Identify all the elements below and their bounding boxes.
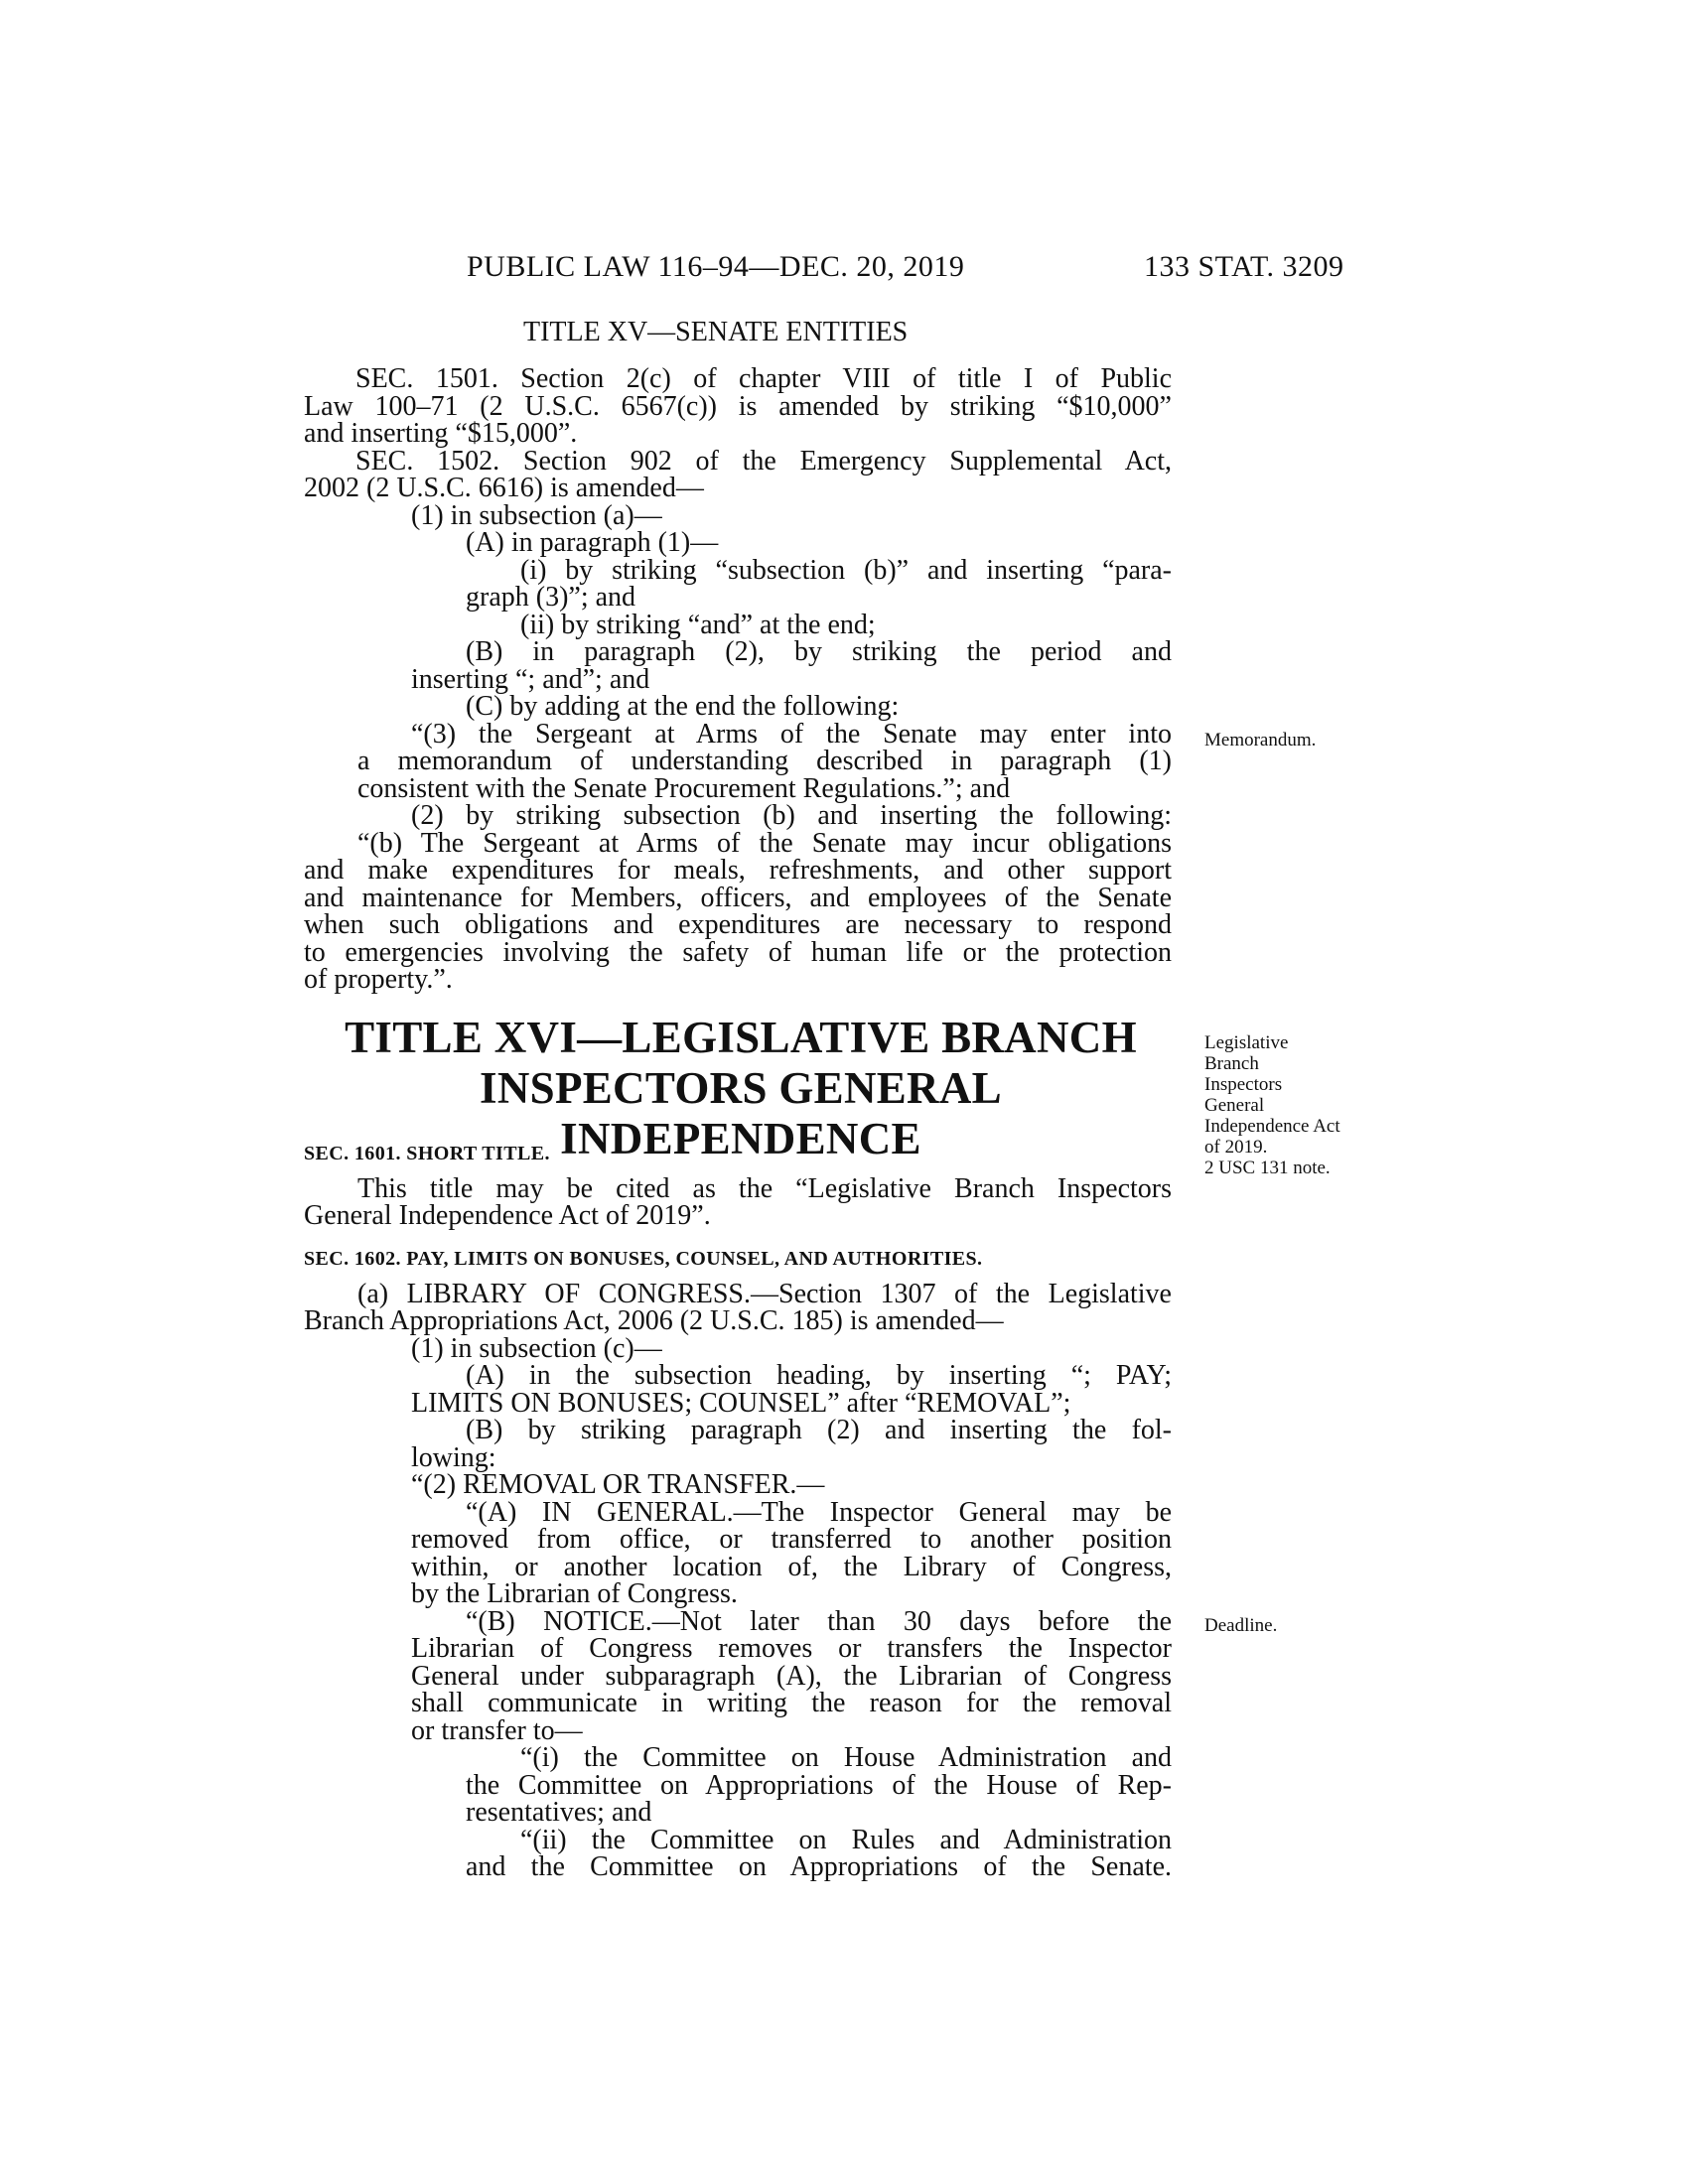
sec1602-line: LIMITS ON BONUSES; COUNSEL” after “REMOVAL”; <box>411 1388 1071 1419</box>
title-xvi-heading-line1: TITLE XVI—LEGISLATIVE BRANCH <box>345 1013 1137 1062</box>
sec1601-line: General Independence Act of 2019”. <box>304 1200 711 1231</box>
sec1502-line: and maintenance for Members, officers, and employees of the Senate <box>304 883 1172 913</box>
sec1502-line: (B) in paragraph (2), by striking the period and <box>466 636 1172 667</box>
sec1602-line: “(B) NOTICE.—Not later than 30 days before the <box>466 1606 1172 1637</box>
sec1501-line: and inserting “$15,000”. <box>304 418 578 449</box>
sec1602-heading: SEC. 1602. PAY, LIMITS ON BONUSES, COUNSEL, AND AUTHORITIES. <box>304 1248 983 1270</box>
sec1502-line: “(3) the Sergeant at Arms of the Senate may enter into <box>411 719 1172 750</box>
sec1502-line: (2) by striking subsection (b) and inserting the following: <box>411 800 1172 831</box>
margin-note-memorandum: Memorandum. <box>1204 730 1317 751</box>
margin-note-line: 2 USC 131 note. <box>1204 1158 1331 1178</box>
sec1502-line: (C) by adding at the end the following: <box>466 691 900 722</box>
margin-note-line: General <box>1204 1095 1265 1116</box>
sec1602-line: within, or another location of, the Library of Congress, <box>411 1552 1172 1582</box>
sec1502-line: SEC. 1502. Section 902 of the Emergency Supplemental Act, <box>355 446 1172 477</box>
sec1501-line: Law 100–71 (2 U.S.C. 6567(c)) is amended by striking “$10,000” <box>304 391 1172 422</box>
sec1502-line: (ii) by striking “and” at the end; <box>520 610 876 640</box>
sec1502-line: consistent with the Senate Procurement Regulations.”; and <box>357 773 1011 804</box>
sec1502-line: (1) in subsection (a)— <box>411 500 662 531</box>
margin-note-deadline: Deadline. <box>1204 1615 1278 1636</box>
sec1502-line: of property.”. <box>304 964 453 995</box>
running-header-left: PUBLIC LAW 116–94—DEC. 20, 2019 <box>467 250 965 283</box>
page-number: 133 STAT. 3209 <box>1144 250 1344 283</box>
sec1602-line: (A) in the subsection heading, by inserting “; PAY; <box>466 1360 1172 1391</box>
sec1602-line: Librarian of Congress removes or transfers the Inspector <box>411 1633 1172 1664</box>
sec1502-line: to emergencies involving the safety of human life or the protection <box>304 937 1172 968</box>
margin-note-line: of 2019. <box>1204 1137 1268 1158</box>
sec1502-line: 2002 (2 U.S.C. 6616) is amended— <box>304 473 704 503</box>
margin-note-short-title <box>1204 1032 1340 1178</box>
title-xvi-heading-line2: INSPECTORS GENERAL INDEPENDENCE <box>480 1063 1002 1163</box>
sec1602-line: and the Committee on Appropriations of the Senate. <box>466 1851 1172 1882</box>
sec1502-line: “(b) The Sergeant at Arms of the Senate may incur obligations <box>357 828 1172 859</box>
sec1502-line: when such obligations and expenditures are necessary to respond <box>304 909 1172 940</box>
sec1602-line: lowing: <box>411 1442 496 1473</box>
sec1602-line: Branch Appropriations Act, 2006 (2 U.S.C. 185) is amended— <box>304 1305 1004 1336</box>
sec1602-line: General under subparagraph (A), the Librarian of Congress <box>411 1661 1172 1692</box>
sec1502-line: (A) in paragraph (1)— <box>466 527 719 558</box>
sec1602-line: the Committee on Appropriations of the House of Rep- <box>466 1770 1172 1801</box>
sec1501-line: SEC. 1501. Section 2(c) of chapter VIII of title I of Public <box>355 363 1172 394</box>
sec1602-line: “(i) the Committee on House Administration and <box>520 1742 1172 1773</box>
sec1602-line: resentatives; and <box>466 1797 652 1828</box>
margin-note-line: Branch <box>1204 1053 1259 1074</box>
sec1602-line: (B) by striking paragraph (2) and inserting the fol- <box>466 1415 1172 1445</box>
title-xv-heading: TITLE XV—SENATE ENTITIES <box>523 317 909 347</box>
sec1502-line: inserting “; and”; and <box>411 664 650 695</box>
sec1502-line: and make expenditures for meals, refreshments, and other support <box>304 855 1172 886</box>
margin-note-line: Inspectors <box>1204 1074 1283 1095</box>
sec1502-line: graph (3)”; and <box>466 582 636 613</box>
sec1602-line: removed from office, or transferred to another position <box>411 1524 1172 1555</box>
sec1601-heading: SEC. 1601. SHORT TITLE. <box>304 1143 550 1164</box>
margin-note-line: Legislative <box>1204 1032 1289 1053</box>
sec1502-line: (i) by striking “subsection (b)” and inserting “para- <box>520 555 1172 586</box>
sec1602-line: (1) in subsection (c)— <box>411 1333 662 1364</box>
sec1602-line: “(A) IN GENERAL.—The Inspector General may be <box>466 1497 1172 1528</box>
sec1601-line: This title may be cited as the “Legislative Branch Inspectors <box>357 1173 1172 1204</box>
sec1602-line: or transfer to— <box>411 1715 583 1746</box>
sec1602-line: “(ii) the Committee on Rules and Administration <box>520 1825 1172 1855</box>
sec1602-line: (a) LIBRARY OF CONGRESS.—Section 1307 of the Legislative <box>357 1279 1172 1309</box>
sec1602-line: “(2) REMOVAL OR TRANSFER.— <box>411 1469 825 1500</box>
margin-note-line: Independence Act <box>1204 1116 1340 1137</box>
sec1502-line: a memorandum of understanding described in paragraph (1) <box>357 746 1172 776</box>
sec1602-line: by the Librarian of Congress. <box>411 1578 738 1609</box>
sec1602-line: shall communicate in writing the reason for the removal <box>411 1688 1172 1718</box>
